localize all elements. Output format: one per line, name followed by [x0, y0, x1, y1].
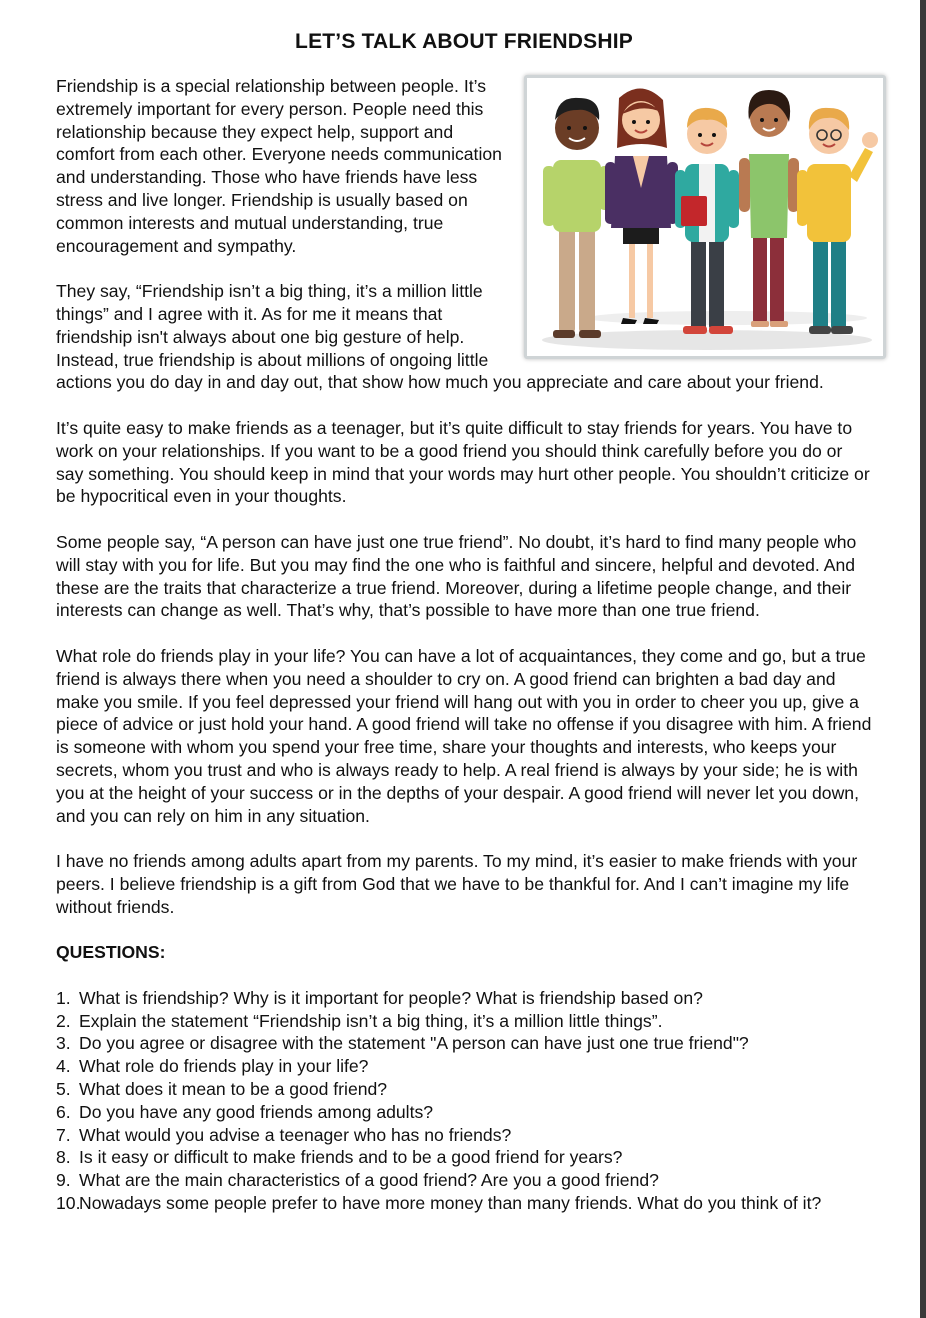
question-text: What would you advise a teenager who has no friends? [79, 1124, 512, 1145]
question-item [56, 987, 872, 1010]
question-item [56, 1124, 872, 1147]
question-text: What role do friends play in your life? [79, 1056, 369, 1077]
question-number: 2. [56, 1010, 71, 1031]
question-text: Do you agree or disagree with the statement "A person can have just one true friend"? [79, 1033, 749, 1054]
question-text: Do you have any good friends among adults? [79, 1101, 434, 1122]
paragraph-4: Some people say, “A person can have just one true friend”. No doubt, it’s hard to find many people who will stay with you for life. But you may find the one who is faithful and sincere, helpful and devoted. And these are the traits that characterize a true friend. Moreover, during a lifetime people change, and their interests can change as well. That’s why, that’s possible to have more than one true friend. [56, 531, 857, 621]
question-number: 5. [56, 1079, 71, 1100]
friend-1-figure [543, 98, 611, 338]
question-number: 9. [56, 1170, 71, 1191]
friend-4-figure [739, 90, 799, 327]
paragraph-2: They say, “Friendship isn’t a big thing, it’s a million little things” and I agree with it. As for me it means that friendship isn't always about one big gesture of help. Instead, true friendship is about millions of ongoing little actions you do day in and day out, that show how much you appreciate and care about your friend. [56, 281, 824, 393]
friends-illustration [524, 75, 886, 359]
paragraph-1: Friendship is a special relationship between people. It’s extremely important for every person. People need this relationship because they expect help, support and comfort from each other. Everyone needs communication and understanding. Those who have friends have less stress and live longer. Friendship is usually based on common interests and mutual understanding, true encouragement and sympathy. [56, 76, 502, 256]
paragraph-5: What role do friends play in your life? You can have a lot of acquaintances, they come and go, but a true friend is always there when you need a shoulder to cry on. A good friend can brighten a bad day and make you smile. If you feel depressed your friend will hang out with you in order to cheer you up, give a piece of advice or just hold your hand. A good friend will take no offense if you disagree with him. A friend is someone with whom you spend your free time, share your thoughts and interests, who keeps your secrets, whom you trust and who is always ready to help. A real friend is always by your side; he is with you at the height of your success or in the depths of your despair. A good friend will never let you down, and you can rely on him in any situation. [56, 645, 872, 826]
question-text: What are the main characteristics of a good friend? Are you a good friend? [79, 1170, 659, 1191]
question-number: 3. [56, 1033, 71, 1054]
question-number: 1. [56, 987, 71, 1008]
question-item [56, 1146, 872, 1169]
document-page [56, 30, 872, 1215]
question-text: What is friendship? Why is it important for people? What is friendship based on? [79, 987, 703, 1008]
friend-3-figure [675, 108, 739, 334]
questions-list [56, 987, 872, 1215]
question-item [56, 1169, 872, 1192]
question-item [56, 1101, 872, 1124]
paragraph-6: I have no friends among adults apart from my parents. To my mind, it’s easier to make friends with your peers. I believe friendship is a gift from God that we have to be thankful for. And I can’t imagine my life without friends. [56, 851, 858, 917]
question-text: Nowadays some people prefer to have more money than many friends. What do you think of it? [79, 1193, 822, 1214]
question-item [56, 1055, 872, 1078]
group-of-friends-illustration [527, 78, 883, 356]
question-text: Is it easy or difficult to make friends and to be a good friend for years? [79, 1147, 623, 1168]
question-item [56, 1192, 872, 1215]
question-text: What does it mean to be a good friend? [79, 1079, 388, 1100]
question-number: 10. [56, 1193, 81, 1214]
question-text: Explain the statement “Friendship isn’t a big thing, it’s a million little things”. [79, 1010, 663, 1031]
friend-5-figure [797, 108, 878, 334]
question-number: 8. [56, 1147, 71, 1168]
paragraph-3: It’s quite easy to make friends as a teenager, but it’s quite difficult to stay friends for years. You have to work on your relationships. If you want to be a good friend you should think carefully before you do or say something. You should keep in mind that your words may hurt other people. You shouldn’t criticize or be hypocritical even in your thoughts. [56, 417, 870, 507]
page-title: LET’S TALK ABOUT FRIENDSHIP [295, 30, 633, 53]
questions-heading: QUESTIONS: [56, 942, 166, 963]
question-number: 7. [56, 1124, 71, 1145]
question-number: 6. [56, 1101, 71, 1122]
friend-2-figure [605, 88, 678, 324]
question-item [56, 1032, 872, 1055]
question-number: 4. [56, 1056, 71, 1077]
page-edge [920, 0, 926, 1318]
question-item [56, 1010, 872, 1033]
question-item [56, 1078, 872, 1101]
